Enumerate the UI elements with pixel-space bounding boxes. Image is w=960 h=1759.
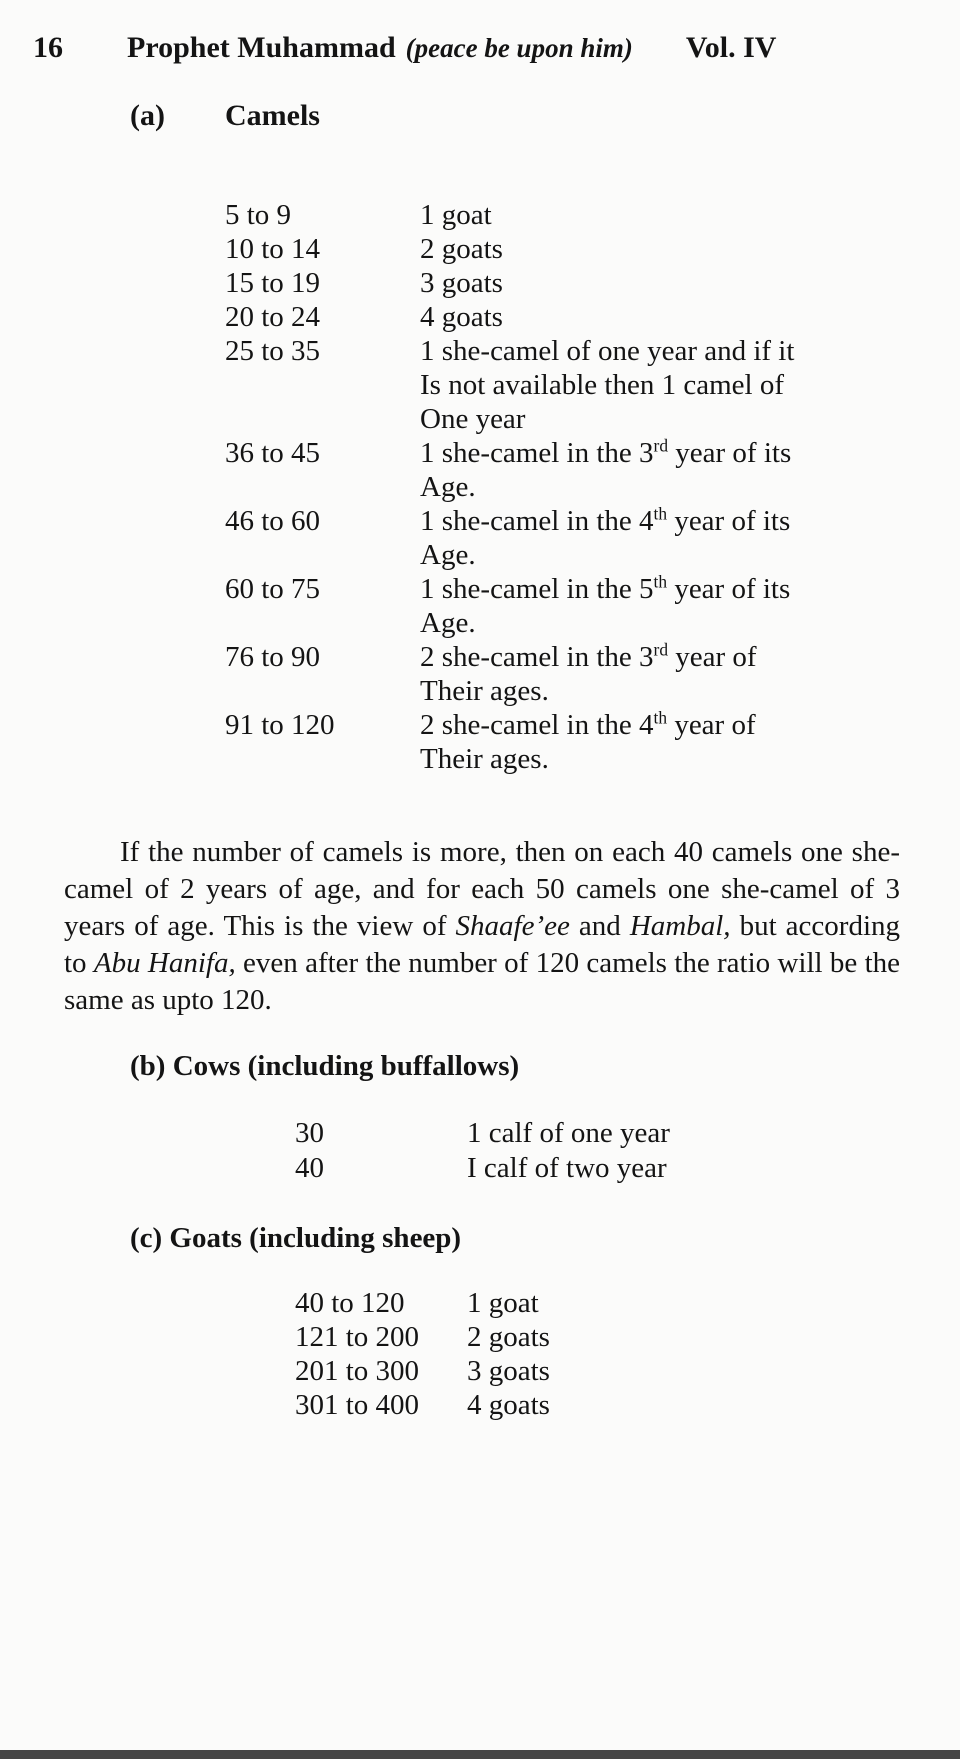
section-a-title: Camels xyxy=(225,99,320,132)
book-title-paren: (peace be upon him) xyxy=(405,33,633,63)
range-cell: 30 xyxy=(295,1117,324,1149)
section-c-heading: (c) Goats (including sheep) xyxy=(130,1222,462,1254)
description-cell: 4 goats xyxy=(467,1389,550,1421)
description-cell: 1 goat xyxy=(467,1287,539,1319)
table-row xyxy=(225,708,960,776)
range-cell: 5 to 9 xyxy=(225,199,292,231)
table-row xyxy=(225,232,960,266)
page-number: 16 xyxy=(33,31,63,64)
table-row xyxy=(225,504,960,572)
range-cell: 46 to 60 xyxy=(225,505,321,537)
description-cell: 1 calf of one year xyxy=(467,1117,670,1149)
volume-label: Vol. IV xyxy=(685,31,777,64)
description-cell: 2 goats xyxy=(467,1321,550,1353)
range-cell: 15 to 19 xyxy=(225,267,321,299)
description-cell: 3 goats xyxy=(467,1355,550,1387)
section-a-label: (a) xyxy=(130,99,165,132)
range-cell: 20 to 24 xyxy=(225,301,321,333)
table-row xyxy=(295,1354,960,1388)
scan-bottom-edge xyxy=(0,1750,960,1759)
table-row xyxy=(295,1388,960,1422)
description-cell: 3 goats xyxy=(420,267,503,299)
body-paragraph: If the number of camels is more, then on each 40 camels one she-camel of 2 years of age, and for each 50 camels one she-camel of 3 years of age. This is the view of Shaafe’ee and Hambal, but according to Abu Hanifa, even after the number of 120 camels the ratio will be the same as upto 120. xyxy=(64,836,901,1016)
section-b-heading: (b) Cows (including buffallows) xyxy=(130,1050,520,1082)
table-row xyxy=(295,1151,960,1186)
table-row xyxy=(295,1116,960,1151)
description-cell: 1 goat xyxy=(420,199,492,231)
range-cell: 10 to 14 xyxy=(225,233,321,265)
table-row xyxy=(225,198,960,232)
table-row xyxy=(295,1286,960,1320)
description-cell: 1 she-camel of one year and if it Is not available then 1 camel of One year xyxy=(420,335,795,435)
table-row xyxy=(225,572,960,640)
description-cell: 2 she-camel in the 4th year of Their ages. xyxy=(420,707,756,775)
description-cell: 2 she-camel in the 3rd year of Their ages. xyxy=(420,639,757,707)
cows-table xyxy=(295,1116,960,1186)
range-cell: 40 xyxy=(295,1152,324,1184)
table-row xyxy=(225,334,960,436)
range-cell: 201 to 300 xyxy=(295,1355,420,1387)
description-cell: 2 goats xyxy=(420,233,503,265)
book-title xyxy=(127,30,633,66)
range-cell: 40 to 120 xyxy=(295,1287,405,1319)
range-cell: 91 to 120 xyxy=(225,709,335,741)
range-cell: 60 to 75 xyxy=(225,573,321,605)
table-row xyxy=(225,640,960,708)
table-row xyxy=(295,1320,960,1354)
range-cell: 25 to 35 xyxy=(225,335,321,367)
range-cell: 76 to 90 xyxy=(225,641,321,673)
goats-table xyxy=(295,1286,960,1422)
table-row xyxy=(225,436,960,504)
book-title-text: Prophet Muhammad xyxy=(127,31,396,64)
camels-table xyxy=(225,198,960,776)
description-cell: 1 she-camel in the 4th year of its Age. xyxy=(420,503,791,571)
description-cell: I calf of two year xyxy=(467,1152,667,1184)
description-cell: 1 she-camel in the 5th year of its Age. xyxy=(420,571,791,639)
table-row xyxy=(225,300,960,334)
description-cell: 1 she-camel in the 3rd year of its Age. xyxy=(420,435,792,503)
range-cell: 121 to 200 xyxy=(295,1321,420,1353)
section-a-heading xyxy=(130,98,960,133)
page-header xyxy=(0,0,960,66)
table-row xyxy=(225,266,960,300)
range-cell: 36 to 45 xyxy=(225,437,321,469)
range-cell: 301 to 400 xyxy=(295,1389,420,1421)
description-cell: 4 goats xyxy=(420,301,503,333)
